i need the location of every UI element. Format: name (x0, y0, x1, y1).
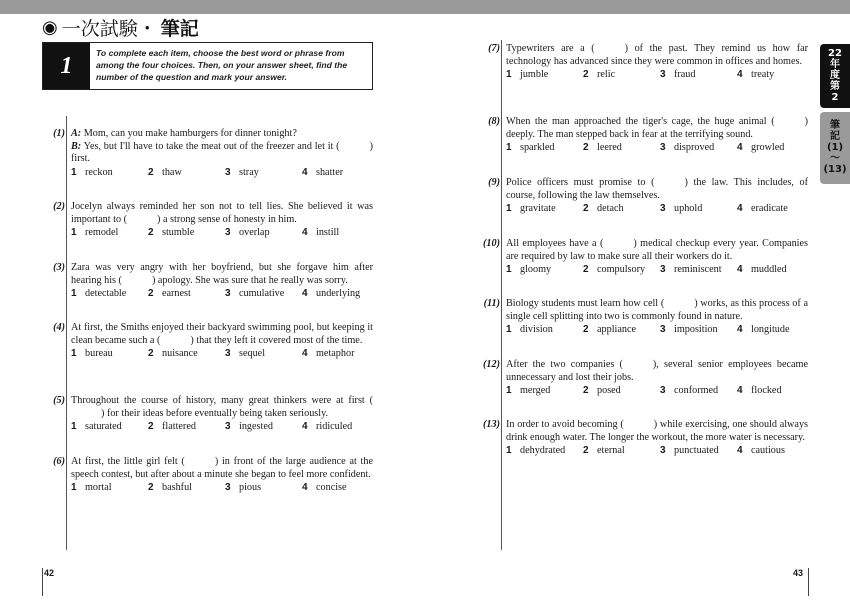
answer-choice[interactable] (148, 348, 198, 361)
choice-word: dehydrated (520, 445, 566, 456)
question-number: (8) (488, 116, 500, 127)
choice-number: 2 (148, 348, 154, 359)
answer-choices (506, 445, 808, 458)
answer-choices (506, 385, 808, 398)
answer-choice[interactable] (302, 421, 352, 434)
choice-word: nuisance (162, 348, 198, 359)
bullseye-icon: ◉ (42, 16, 58, 38)
answer-choice[interactable] (737, 445, 785, 458)
choice-number: 2 (148, 166, 154, 178)
answer-choice[interactable] (583, 324, 636, 337)
choice-word: thaw (162, 166, 182, 178)
answer-choice[interactable] (302, 288, 360, 301)
question-2 (53, 201, 373, 240)
answer-choice[interactable] (660, 445, 719, 458)
choice-number: 4 (302, 166, 308, 178)
choice-word: shatter (316, 166, 344, 178)
question-stem (71, 456, 373, 481)
answer-choice[interactable] (302, 348, 354, 361)
choice-word: treaty (751, 69, 775, 80)
question-stem (71, 322, 373, 347)
choice-word: detectable (85, 288, 127, 299)
choice-number: 2 (583, 203, 589, 214)
choice-number: 2 (583, 142, 589, 153)
answer-choice[interactable] (225, 167, 259, 180)
answer-choice[interactable] (660, 264, 722, 277)
choice-word: bashful (162, 482, 192, 493)
choice-word: gloomy (520, 264, 552, 275)
year-tab-char: 第 (830, 81, 840, 92)
choice-word: overlap (239, 227, 270, 238)
answer-choice[interactable] (737, 203, 788, 216)
answer-choices (506, 324, 808, 337)
answer-choice[interactable] (71, 288, 126, 301)
choice-word: relic (597, 69, 616, 80)
stem-before-blank: In order to avoid becoming ( (506, 419, 624, 430)
year-tab-char: 2 (831, 92, 839, 103)
choice-number: 3 (660, 142, 666, 153)
choice-number: 2 (148, 421, 154, 432)
dialogue-line: Yes, but I'll have to take the meat out of the freezer and let it ( (81, 140, 340, 152)
choice-word: punctuated (674, 445, 719, 456)
choice-number: 3 (225, 288, 231, 299)
choice-number: 3 (660, 203, 666, 214)
answer-choice[interactable] (225, 421, 273, 434)
choice-number: 1 (71, 166, 77, 178)
question-stem (71, 395, 373, 420)
choice-number: 1 (71, 288, 77, 299)
stem-before-blank: After the two companies ( (506, 359, 623, 370)
choice-word: uphold (674, 203, 703, 214)
stem-before-blank: Typewriters are a ( (506, 43, 595, 54)
answer-choice[interactable] (302, 167, 343, 180)
choice-number: 4 (737, 69, 743, 80)
choice-word: compulsory (597, 264, 646, 275)
choice-word: longitude (751, 324, 790, 335)
answer-choice[interactable] (506, 203, 556, 216)
choice-number: 3 (660, 264, 666, 275)
section-tab-char: 〜 (830, 153, 840, 164)
stem-after-blank: ) of the past. They remind us how far technology has advanced since they were common in offices and homes. (506, 43, 809, 67)
section-tab-char: (1) (826, 142, 844, 153)
stem-after-blank: ) a strong sense of honesty in him. (157, 213, 297, 225)
choice-word: appliance (597, 324, 637, 335)
choice-number: 3 (225, 421, 231, 432)
choice-number: 4 (737, 203, 743, 214)
choice-word: mortal (85, 482, 112, 493)
answer-choices (506, 69, 808, 82)
choice-word: cumulative (239, 288, 285, 299)
stem-after-blank: ) works, as this process of a single cell splitting into two is commonly found in nature. (506, 298, 808, 322)
question-number: (2) (53, 201, 65, 212)
choice-number: 2 (583, 445, 589, 456)
choice-word: saturated (85, 421, 122, 432)
question-stem (71, 128, 373, 166)
instructions-box (42, 42, 373, 90)
answer-choice[interactable] (71, 421, 122, 434)
stem-after-blank: ) in front of the large audience at the speech contest, but after about a minute she began to feel more confident. (71, 456, 373, 480)
choice-word: growled (751, 142, 785, 153)
year-tab-char: 年 (830, 59, 840, 70)
answer-choice[interactable] (71, 227, 118, 240)
answer-choice[interactable] (148, 482, 192, 495)
year-tab-char: 度 (830, 70, 840, 81)
choice-word: detach (597, 203, 624, 214)
answer-choices (71, 482, 373, 495)
choice-number: 2 (583, 69, 589, 80)
choice-word: posed (597, 385, 621, 396)
question-stem (506, 177, 808, 202)
choice-number: 1 (71, 348, 77, 359)
question-stem (506, 116, 808, 141)
question-number: (7) (488, 43, 500, 54)
choice-number: 1 (71, 421, 77, 432)
page-number-left: 42 (44, 568, 55, 578)
question-11 (483, 298, 808, 337)
choice-word: eradicate (751, 203, 788, 214)
answer-choices (71, 167, 373, 180)
choice-word: stumble (162, 227, 195, 238)
stem-before-blank: When the man approached the tiger's cage, the huge animal ( (506, 116, 775, 127)
stem-before-blank: Zara was very angry with her boyfriend, but she forgave him after hearing his ( (71, 262, 373, 286)
choice-word: earnest (162, 288, 191, 299)
page-number-right: 43 (793, 568, 804, 578)
choice-number: 4 (737, 142, 743, 153)
speaker-a: A: (71, 128, 82, 139)
question-7 (488, 43, 809, 82)
choice-number: 1 (71, 227, 77, 238)
choice-number: 4 (737, 324, 743, 335)
choice-word: fraud (674, 69, 696, 80)
choice-word: merged (520, 385, 551, 396)
choice-word: concise (316, 482, 347, 493)
choice-word: sparkled (520, 142, 555, 153)
question-6 (53, 456, 373, 495)
question-stem (506, 43, 808, 68)
choice-number: 1 (506, 445, 512, 456)
answer-choice[interactable] (302, 482, 347, 495)
answer-choice[interactable] (660, 203, 702, 216)
question-stem (506, 298, 808, 323)
choice-word: muddled (751, 264, 787, 275)
question-number: (4) (53, 322, 65, 333)
answer-choice[interactable] (225, 348, 265, 361)
answer-choice[interactable] (148, 421, 196, 434)
answer-choice[interactable] (71, 167, 113, 180)
choice-word: flattered (162, 421, 196, 432)
choice-number: 3 (225, 227, 231, 238)
choice-word: bureau (85, 348, 113, 359)
section-tab (820, 112, 850, 184)
choice-word: conformed (674, 385, 719, 396)
answer-choices (71, 288, 373, 301)
answer-choice[interactable] (583, 385, 621, 398)
choice-word: sequel (239, 348, 266, 359)
choice-word: disproved (674, 142, 715, 153)
choice-number: 3 (660, 69, 666, 80)
answer-choice[interactable] (506, 324, 553, 337)
answer-choices (506, 142, 808, 155)
question-1 (53, 128, 373, 180)
choice-word: leered (597, 142, 622, 153)
year-tab (820, 44, 850, 108)
answer-choice[interactable] (737, 264, 787, 277)
question-5 (53, 395, 373, 434)
stem-after-blank: ) medical checkup every year. Companies are required by law to make sure all their workers do it. (506, 238, 808, 262)
answer-choice[interactable] (148, 288, 191, 301)
choice-word: division (520, 324, 553, 335)
choice-number: 4 (302, 482, 308, 493)
choice-word: gravitate (520, 203, 556, 214)
choice-number: 2 (583, 264, 589, 275)
question-number: (3) (53, 262, 65, 273)
question-number: (10) (483, 238, 500, 249)
choice-number: 2 (148, 227, 154, 238)
choice-number: 3 (660, 324, 666, 335)
choice-word: reckon (85, 166, 113, 178)
section-tab-char: 記 (830, 131, 840, 142)
choice-number: 2 (583, 324, 589, 335)
choice-word: flocked (751, 385, 782, 396)
choice-number: 4 (737, 264, 743, 275)
answer-choice[interactable] (506, 385, 550, 398)
answer-choice[interactable] (225, 227, 270, 240)
stem-before-blank: Biology students must learn how cell ( (506, 298, 665, 309)
question-number: (6) (53, 456, 65, 467)
answer-choice[interactable] (302, 227, 339, 240)
answer-choice[interactable] (737, 324, 789, 337)
question-3 (53, 262, 373, 301)
answer-choice[interactable] (506, 264, 551, 277)
choice-number: 4 (737, 445, 743, 456)
choice-number: 1 (506, 324, 512, 335)
answer-choice[interactable] (148, 227, 194, 240)
answer-choice[interactable] (225, 288, 284, 301)
choice-number: 2 (148, 482, 154, 493)
left-column-rule (66, 116, 67, 550)
answer-choice[interactable] (737, 69, 774, 82)
question-9 (488, 177, 808, 216)
answer-choice[interactable] (583, 203, 624, 216)
answer-choice[interactable] (148, 167, 182, 180)
choice-number: 1 (506, 264, 512, 275)
stem-before-blank: Police officers must promise to ( (506, 177, 655, 188)
choice-word: reminiscent (674, 264, 722, 275)
question-number: (12) (483, 359, 500, 370)
answer-choice[interactable] (506, 69, 548, 82)
question-stem (506, 238, 808, 263)
section-title-plain: 一次試験・ (61, 17, 157, 40)
stem-after-blank: ) for their ideas before eventually being taken seriously. (101, 407, 329, 419)
question-stem (71, 201, 373, 226)
choice-number: 1 (506, 142, 512, 153)
section-title (42, 16, 199, 38)
right-column-rule (501, 40, 502, 550)
answer-choices (71, 348, 373, 361)
choice-word: ridiculed (316, 421, 353, 432)
choice-number: 3 (660, 385, 666, 396)
stem-after-blank: ) that they left it covered most of the time. (190, 334, 363, 346)
stem-before-blank: Jocelyn always reminded her son not to tell lies. She believed it was important to ( (71, 201, 373, 225)
question-4 (53, 322, 373, 361)
answer-choices (506, 264, 808, 277)
choice-number: 3 (660, 445, 666, 456)
choice-word: jumble (520, 69, 549, 80)
choice-word: imposition (674, 324, 718, 335)
part-number: 1 (43, 43, 90, 89)
answer-choice[interactable] (660, 142, 714, 155)
speaker-b: B: (71, 140, 82, 152)
choice-number: 4 (302, 421, 308, 432)
answer-choice[interactable] (660, 324, 718, 337)
question-13 (483, 419, 808, 458)
choice-number: 3 (225, 166, 231, 178)
page-edge-mark (808, 568, 809, 596)
stem-after-blank: ) the law. This includes, of course, following the law themselves. (506, 177, 808, 201)
question-number: (13) (483, 419, 500, 430)
question-stem (506, 359, 808, 384)
answer-choice[interactable] (583, 142, 622, 155)
stem-after-blank: ) deeply. The man stepped back in fear at the terrifying sound. (506, 116, 808, 140)
choice-number: 1 (71, 482, 77, 493)
choice-word: underlying (316, 288, 361, 299)
answer-choice[interactable] (583, 445, 625, 458)
answer-choice[interactable] (660, 385, 718, 398)
choice-word: cautious (751, 445, 785, 456)
question-12 (483, 359, 808, 398)
choice-word: eternal (597, 445, 625, 456)
dialogue-line: ) first. (71, 140, 373, 164)
choice-number: 4 (302, 227, 308, 238)
instructions-text: To complete each item, choose the best word or phrase from among the four choices. Then, on your answer sheet, find the number of the question and mark your answer. (96, 48, 348, 82)
choice-number: 1 (506, 69, 512, 80)
answer-choice[interactable] (71, 482, 112, 495)
choice-number: 2 (583, 385, 589, 396)
choice-number: 4 (737, 385, 743, 396)
section-tab-char: (13) (823, 164, 847, 175)
answer-choice[interactable] (583, 264, 645, 277)
choice-number: 2 (148, 288, 154, 299)
choice-word: instill (316, 227, 340, 238)
stem-before-blank: At first, the Smiths enjoyed their backyard swimming pool, but keeping it clean became such a ( (71, 322, 373, 346)
question-8 (488, 116, 808, 155)
answer-choice[interactable] (583, 69, 615, 82)
choice-word: remodel (85, 227, 119, 238)
answer-choice[interactable] (737, 385, 782, 398)
stem-after-blank: ) apology. She was sure that he really was sorry. (151, 274, 348, 286)
choice-number: 3 (225, 482, 231, 493)
choice-word: pious (239, 482, 262, 493)
choice-number: 4 (302, 348, 308, 359)
header-bar (0, 0, 850, 14)
stem-before-blank: At first, the little girl felt ( (71, 456, 185, 467)
answer-choices (71, 421, 373, 434)
question-number: (1) (53, 128, 65, 139)
answer-choices (71, 227, 373, 240)
answer-choice[interactable] (660, 69, 696, 82)
answer-choice[interactable] (71, 348, 113, 361)
stem-before-blank: All employees have a ( (506, 238, 604, 249)
choice-number: 4 (302, 288, 308, 299)
answer-choice[interactable] (225, 482, 261, 495)
choice-word: stray (239, 166, 259, 178)
answer-choice[interactable] (737, 142, 784, 155)
stem-after-blank: ) while exercising, one should always drink enough water. The longer the workout, the more water is necessary. (506, 419, 808, 443)
choice-number: 1 (506, 203, 512, 214)
year-tab-char: 22 (828, 48, 842, 59)
section-tab-char: 筆 (830, 120, 840, 131)
answer-choices (506, 203, 808, 216)
choice-word: metaphor (316, 348, 355, 359)
stem-after-blank: ), several senior employees became unnecessary and lost their jobs. (506, 359, 808, 383)
stem-before-blank: Throughout the course of history, many great thinkers were at first ( (71, 395, 373, 406)
question-stem (71, 262, 373, 287)
question-number: (11) (483, 298, 500, 309)
choice-number: 3 (225, 348, 231, 359)
choice-number: 1 (506, 385, 512, 396)
answer-choice[interactable] (506, 142, 555, 155)
page-edge-mark (42, 568, 43, 596)
section-title-bold: 筆記 (160, 17, 199, 40)
question-stem (506, 419, 808, 444)
question-10 (483, 238, 808, 277)
choice-word: ingested (239, 421, 273, 432)
answer-choice[interactable] (506, 445, 565, 458)
dialogue-line: Mom, can you make hamburgers for dinner tonight? (81, 128, 297, 139)
question-number: (5) (53, 395, 65, 406)
question-number: (9) (488, 177, 500, 188)
